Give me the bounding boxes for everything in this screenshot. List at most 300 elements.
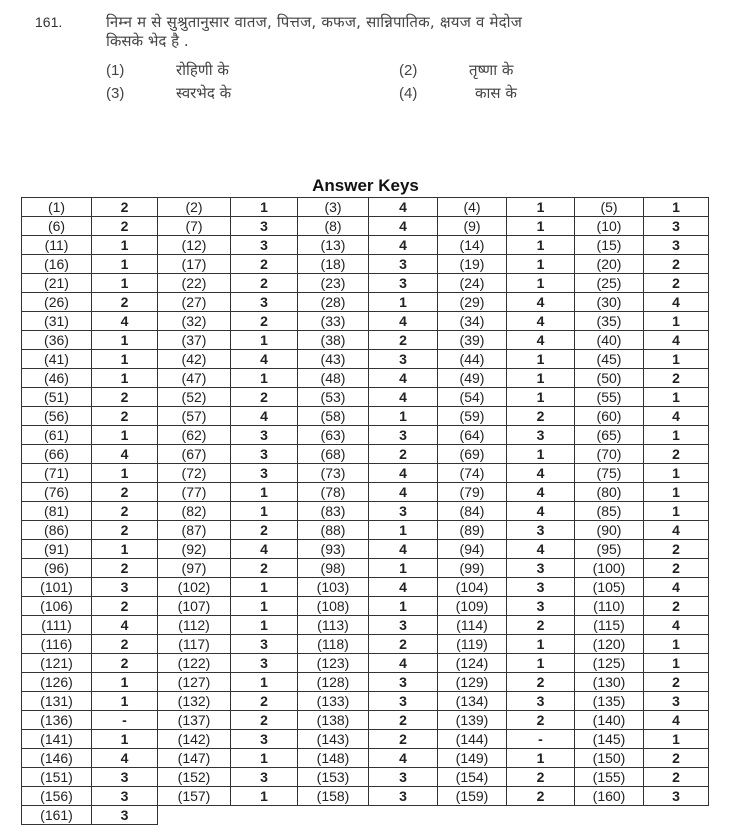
question-number-cell: (28) [298, 293, 369, 312]
answer-cell: 2 [92, 559, 158, 578]
question-number-cell: (121) [22, 654, 92, 673]
empty-cell [231, 806, 298, 825]
question-number-cell: (71) [22, 464, 92, 483]
question-number-cell: (116) [22, 635, 92, 654]
answer-cell: 2 [92, 483, 158, 502]
question-number-cell: (136) [22, 711, 92, 730]
question-number-cell: (4) [438, 198, 507, 217]
answer-cell: 3 [231, 635, 298, 654]
table-row [22, 426, 709, 445]
table-row [22, 692, 709, 711]
answer-cell: 2 [92, 597, 158, 616]
answer-cell: 1 [92, 369, 158, 388]
question-number-cell: (42) [158, 350, 231, 369]
question-number-cell: (45) [575, 350, 644, 369]
answer-cell: 2 [644, 369, 709, 388]
answer-cell: 3 [507, 692, 575, 711]
question-number-cell: (14) [438, 236, 507, 255]
table-row [22, 616, 709, 635]
answer-cell: 1 [92, 464, 158, 483]
table-row [22, 464, 709, 483]
answer-cell: 2 [92, 654, 158, 673]
table-row [22, 369, 709, 388]
table-row [22, 635, 709, 654]
answer-cell: 3 [231, 236, 298, 255]
question-number-cell: (70) [575, 445, 644, 464]
answer-cell: 4 [507, 502, 575, 521]
question-number-cell: (133) [298, 692, 369, 711]
answer-cell: 3 [92, 578, 158, 597]
question-number-cell: (159) [438, 787, 507, 806]
answer-cell: 2 [369, 711, 438, 730]
table-row [22, 312, 709, 331]
question-number-cell: (153) [298, 768, 369, 787]
answer-cell: 4 [507, 483, 575, 502]
answer-cell: 1 [231, 673, 298, 692]
question-number-cell: (27) [158, 293, 231, 312]
answer-cell: 1 [231, 578, 298, 597]
question-number-cell: (78) [298, 483, 369, 502]
answer-cell: 1 [369, 597, 438, 616]
question-number-cell: (156) [22, 787, 92, 806]
answer-cell: 3 [369, 616, 438, 635]
table-row [22, 787, 709, 806]
empty-cell [438, 806, 507, 825]
question-number-cell: (142) [158, 730, 231, 749]
question-number-cell: (59) [438, 407, 507, 426]
question-number-cell: (62) [158, 426, 231, 445]
option-1-text: रोहिणी के [176, 61, 229, 79]
question-number-cell: (57) [158, 407, 231, 426]
answer-cell: 3 [231, 293, 298, 312]
question-number-cell: (150) [575, 749, 644, 768]
question-number-cell: (118) [298, 635, 369, 654]
question-number-cell: (119) [438, 635, 507, 654]
question-number-cell: (105) [575, 578, 644, 597]
question-number-cell: (67) [158, 445, 231, 464]
answer-cell: 1 [644, 312, 709, 331]
answer-cell: 2 [644, 597, 709, 616]
question-number-cell: (49) [438, 369, 507, 388]
question-number-cell: (26) [22, 293, 92, 312]
question-number-cell: (35) [575, 312, 644, 331]
question-number-cell: (85) [575, 502, 644, 521]
answer-cell: 1 [507, 350, 575, 369]
table-row [22, 198, 709, 217]
answer-cell: 2 [92, 502, 158, 521]
answer-cell: 1 [92, 274, 158, 293]
answer-cell: 1 [92, 673, 158, 692]
answer-cell: 4 [644, 616, 709, 635]
answer-cell: 4 [231, 407, 298, 426]
question-number-cell: (80) [575, 483, 644, 502]
answer-cell: 1 [507, 236, 575, 255]
option-1-number: (1) [106, 62, 125, 79]
table-row [22, 749, 709, 768]
question-number-cell: (66) [22, 445, 92, 464]
answer-cell: 3 [231, 654, 298, 673]
question-number-cell: (98) [298, 559, 369, 578]
option-4-number: (4) [399, 85, 418, 102]
question-number-cell: (48) [298, 369, 369, 388]
answer-cell: 3 [231, 768, 298, 787]
answer-cell: 1 [369, 293, 438, 312]
question-number-cell: (58) [298, 407, 369, 426]
answer-cell: 1 [231, 597, 298, 616]
question-number-cell: (120) [575, 635, 644, 654]
answer-cell: 4 [92, 445, 158, 464]
question-number-cell: (141) [22, 730, 92, 749]
question-number-cell: (81) [22, 502, 92, 521]
question-number-cell: (84) [438, 502, 507, 521]
question-number-cell: (161) [22, 806, 92, 825]
answer-cell: 4 [644, 711, 709, 730]
answer-cell: 4 [369, 236, 438, 255]
answer-cell: 3 [369, 502, 438, 521]
question-number-cell: (52) [158, 388, 231, 407]
option-2-text: तृष्णा के [469, 61, 514, 79]
question-number-cell: (96) [22, 559, 92, 578]
question-number-cell: (53) [298, 388, 369, 407]
answer-cell: 2 [644, 559, 709, 578]
table-row [22, 217, 709, 236]
answer-cell: 3 [231, 217, 298, 236]
question-number-cell: (145) [575, 730, 644, 749]
table-row [22, 521, 709, 540]
question-number-cell: (77) [158, 483, 231, 502]
question-number-cell: (132) [158, 692, 231, 711]
answer-cell: 1 [369, 407, 438, 426]
question-number-cell: (75) [575, 464, 644, 483]
answer-cell: 1 [507, 635, 575, 654]
question-number: 161. [35, 14, 63, 30]
question-number-cell: (157) [158, 787, 231, 806]
question-number-cell: (56) [22, 407, 92, 426]
question-number-cell: (99) [438, 559, 507, 578]
answer-cell: 2 [644, 673, 709, 692]
answer-cell: 1 [644, 635, 709, 654]
answer-cell: 4 [369, 483, 438, 502]
question-number-cell: (148) [298, 749, 369, 768]
empty-cell [158, 806, 231, 825]
question-number-cell: (43) [298, 350, 369, 369]
answer-cell: 4 [369, 578, 438, 597]
question-number-cell: (73) [298, 464, 369, 483]
question-number-cell: (46) [22, 369, 92, 388]
answer-cell: 2 [644, 255, 709, 274]
question-text-line1: निम्न म से सुश्रुतानुसार वातज, पित्तज, कफज, सान्निपातिक, क्षयज व मेदोज [106, 13, 523, 31]
table-row [22, 331, 709, 350]
question-number-cell: (5) [575, 198, 644, 217]
answer-cell: 3 [231, 445, 298, 464]
question-number-cell: (20) [575, 255, 644, 274]
answer-cell: 1 [231, 483, 298, 502]
answer-cell: 2 [231, 255, 298, 274]
answer-cell: 1 [507, 388, 575, 407]
answer-cell: 3 [369, 787, 438, 806]
question-number-cell: (86) [22, 521, 92, 540]
question-number-cell: (117) [158, 635, 231, 654]
answer-cell: 4 [369, 217, 438, 236]
answer-cell: 2 [92, 217, 158, 236]
answer-cell: 4 [644, 293, 709, 312]
answer-cell: 1 [92, 331, 158, 350]
question-number-cell: (158) [298, 787, 369, 806]
answer-cell: 2 [507, 616, 575, 635]
question-number-cell: (95) [575, 540, 644, 559]
answer-cell: 1 [92, 540, 158, 559]
table-row [22, 540, 709, 559]
table-row [22, 597, 709, 616]
table-row [22, 483, 709, 502]
answer-cell: 1 [507, 369, 575, 388]
question-number-cell: (135) [575, 692, 644, 711]
question-number-cell: (125) [575, 654, 644, 673]
answer-cell: 1 [644, 426, 709, 445]
question-number-cell: (107) [158, 597, 231, 616]
answer-cell: 2 [231, 388, 298, 407]
table-row [22, 255, 709, 274]
question-number-cell: (138) [298, 711, 369, 730]
answer-cell: 4 [369, 312, 438, 331]
table-row [22, 673, 709, 692]
answer-cell: 2 [644, 768, 709, 787]
empty-cell [507, 806, 575, 825]
question-number-cell: (110) [575, 597, 644, 616]
question-number-cell: (140) [575, 711, 644, 730]
question-number-cell: (90) [575, 521, 644, 540]
question-number-cell: (89) [438, 521, 507, 540]
question-number-cell: (64) [438, 426, 507, 445]
answer-cell: 3 [507, 559, 575, 578]
question-number-cell: (108) [298, 597, 369, 616]
answer-cell: 4 [507, 312, 575, 331]
answer-cell: 1 [507, 217, 575, 236]
question-number-cell: (91) [22, 540, 92, 559]
question-number-cell: (144) [438, 730, 507, 749]
answer-cell: 1 [644, 198, 709, 217]
answer-cell: 1 [644, 730, 709, 749]
question-number-cell: (18) [298, 255, 369, 274]
question-number-cell: (109) [438, 597, 507, 616]
question-number-cell: (3) [298, 198, 369, 217]
question-number-cell: (154) [438, 768, 507, 787]
answer-cell: 2 [507, 711, 575, 730]
question-number-cell: (40) [575, 331, 644, 350]
question-number-cell: (16) [22, 255, 92, 274]
answer-cell: 4 [644, 331, 709, 350]
answer-cell: 4 [507, 331, 575, 350]
answer-cell: 1 [644, 654, 709, 673]
table-row [22, 711, 709, 730]
question-number-cell: (88) [298, 521, 369, 540]
answer-cell: 3 [369, 274, 438, 293]
answer-cell: 2 [644, 749, 709, 768]
answer-cell: 2 [92, 293, 158, 312]
answer-cell: 3 [507, 521, 575, 540]
question-number-cell: (69) [438, 445, 507, 464]
question-number-cell: (82) [158, 502, 231, 521]
question-number-cell: (55) [575, 388, 644, 407]
answer-cell: 3 [507, 597, 575, 616]
question-number-cell: (31) [22, 312, 92, 331]
answer-cell: 4 [369, 540, 438, 559]
answer-cell: 2 [507, 673, 575, 692]
answer-cell: 1 [507, 654, 575, 673]
empty-cell [644, 806, 709, 825]
answer-cell: 3 [369, 426, 438, 445]
question-number-cell: (130) [575, 673, 644, 692]
table-row [22, 350, 709, 369]
question-number-cell: (65) [575, 426, 644, 445]
question-number-cell: (114) [438, 616, 507, 635]
question-number-cell: (15) [575, 236, 644, 255]
answer-cell: 1 [231, 616, 298, 635]
answer-cell: 3 [92, 768, 158, 787]
answer-cell: 3 [231, 464, 298, 483]
answer-keys-title: Answer Keys [312, 176, 419, 195]
answer-cell: 2 [369, 331, 438, 350]
answer-cell: 4 [507, 464, 575, 483]
answer-cell: 2 [92, 407, 158, 426]
question-number-cell: (74) [438, 464, 507, 483]
question-number-cell: (61) [22, 426, 92, 445]
question-number-cell: (129) [438, 673, 507, 692]
answer-cell: 1 [92, 236, 158, 255]
question-number-cell: (127) [158, 673, 231, 692]
answer-cell: 2 [644, 540, 709, 559]
question-number-cell: (128) [298, 673, 369, 692]
empty-cell [298, 806, 369, 825]
question-number-cell: (72) [158, 464, 231, 483]
table-row [22, 559, 709, 578]
answer-cell: 1 [92, 350, 158, 369]
answer-cell: 2 [92, 521, 158, 540]
answer-cell: 1 [92, 426, 158, 445]
question-number-cell: (83) [298, 502, 369, 521]
table-row [22, 388, 709, 407]
table-row [22, 578, 709, 597]
answer-cell: 3 [369, 692, 438, 711]
answer-cell: 4 [369, 749, 438, 768]
answer-cell: 4 [231, 540, 298, 559]
answer-cell: 1 [92, 730, 158, 749]
question-number-cell: (151) [22, 768, 92, 787]
option-2-number: (2) [399, 62, 418, 79]
answer-cell: 3 [231, 730, 298, 749]
answer-cell: 3 [231, 426, 298, 445]
answer-cell: 2 [507, 407, 575, 426]
question-number-cell: (13) [298, 236, 369, 255]
answer-cell: 2 [644, 274, 709, 293]
answer-cell: 1 [231, 369, 298, 388]
question-number-cell: (8) [298, 217, 369, 236]
question-number-cell: (103) [298, 578, 369, 597]
question-number-cell: (51) [22, 388, 92, 407]
question-number-cell: (38) [298, 331, 369, 350]
answer-cell: 4 [369, 198, 438, 217]
question-number-cell: (113) [298, 616, 369, 635]
answer-keys-table [21, 197, 709, 825]
answer-cell: 1 [231, 787, 298, 806]
question-number-cell: (12) [158, 236, 231, 255]
question-number-cell: (93) [298, 540, 369, 559]
question-number-cell: (7) [158, 217, 231, 236]
answer-cell: 2 [507, 787, 575, 806]
table-row [22, 806, 709, 825]
answer-cell: 4 [92, 749, 158, 768]
answer-cell: 3 [369, 768, 438, 787]
question-number-cell: (47) [158, 369, 231, 388]
question-number-cell: (143) [298, 730, 369, 749]
question-number-cell: (2) [158, 198, 231, 217]
answer-cell: 1 [369, 559, 438, 578]
answer-cell: 1 [507, 749, 575, 768]
question-number-cell: (160) [575, 787, 644, 806]
question-number-cell: (54) [438, 388, 507, 407]
table-row [22, 502, 709, 521]
answer-cell: 1 [369, 521, 438, 540]
question-number-cell: (10) [575, 217, 644, 236]
question-number-cell: (9) [438, 217, 507, 236]
answer-cell: 1 [644, 388, 709, 407]
answer-cell: 1 [507, 198, 575, 217]
answer-cell: 3 [369, 673, 438, 692]
question-number-cell: (102) [158, 578, 231, 597]
answer-cell: 2 [369, 730, 438, 749]
question-number-cell: (22) [158, 274, 231, 293]
option-4-text: कास के [475, 84, 517, 102]
answer-cell: 2 [231, 521, 298, 540]
question-number-cell: (131) [22, 692, 92, 711]
option-3-text: स्वरभेद के [176, 84, 232, 102]
question-number-cell: (32) [158, 312, 231, 331]
answer-cell: 3 [92, 806, 158, 825]
answer-cell: 2 [369, 445, 438, 464]
question-number-cell: (76) [22, 483, 92, 502]
answer-cell: 2 [231, 711, 298, 730]
question-number-cell: (60) [575, 407, 644, 426]
question-number-cell: (111) [22, 616, 92, 635]
question-number-cell: (94) [438, 540, 507, 559]
answer-cell: 1 [231, 198, 298, 217]
answer-cell: 1 [644, 502, 709, 521]
answer-cell: 3 [92, 787, 158, 806]
answer-cell: 4 [507, 293, 575, 312]
question-number-cell: (155) [575, 768, 644, 787]
question-number-cell: (139) [438, 711, 507, 730]
answer-cell: 1 [231, 502, 298, 521]
table-row [22, 654, 709, 673]
table-row [22, 768, 709, 787]
question-number-cell: (100) [575, 559, 644, 578]
question-number-cell: (30) [575, 293, 644, 312]
question-number-cell: (79) [438, 483, 507, 502]
answer-cell: - [507, 730, 575, 749]
answer-cell: 2 [644, 445, 709, 464]
question-number-cell: (122) [158, 654, 231, 673]
answer-cell: 2 [92, 635, 158, 654]
question-number-cell: (87) [158, 521, 231, 540]
answer-cell: 1 [507, 255, 575, 274]
question-number-cell: (149) [438, 749, 507, 768]
question-number-cell: (68) [298, 445, 369, 464]
question-number-cell: (50) [575, 369, 644, 388]
table-row [22, 730, 709, 749]
answer-cell: 2 [231, 274, 298, 293]
answer-cell: 1 [507, 445, 575, 464]
answer-cell: 1 [231, 331, 298, 350]
